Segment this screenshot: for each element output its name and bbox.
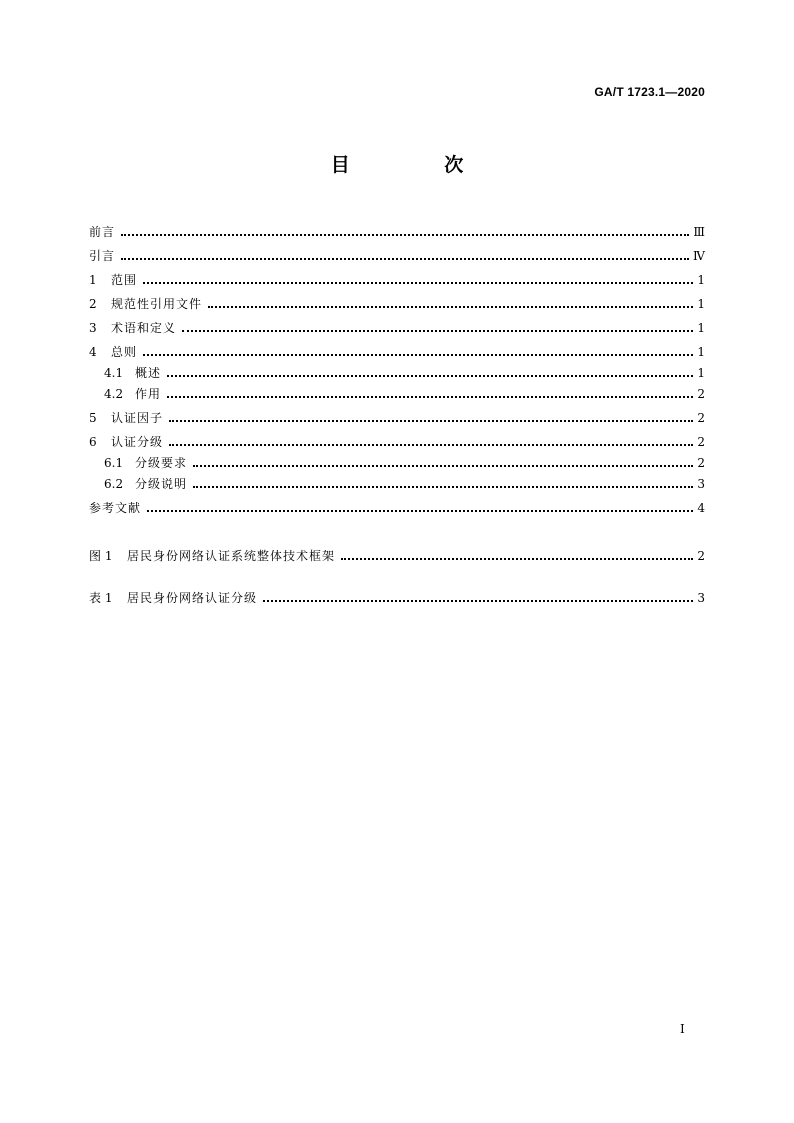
dot-leader <box>121 258 689 260</box>
toc-entry-number: 4.1 <box>104 366 124 380</box>
toc-entry-number: 4 <box>89 345 97 359</box>
toc-entry-number: 4.2 <box>104 387 124 401</box>
page-number: I <box>680 1022 685 1036</box>
toc-entry-6-1[interactable] <box>89 450 705 471</box>
toc-entry-label: 引言 <box>89 249 116 263</box>
toc-entry-6[interactable] <box>89 426 705 450</box>
toc-entry-label: 前言 <box>89 225 116 239</box>
figure-number: 图 1 <box>89 549 113 563</box>
toc-entry-4-1[interactable] <box>89 360 705 381</box>
toc-entry-number: 6.2 <box>104 477 124 491</box>
dot-leader <box>263 600 693 602</box>
toc-entry-label: 规范性引用文件 <box>111 297 203 311</box>
table-of-contents <box>89 216 705 606</box>
dot-leader <box>143 354 693 356</box>
toc-entry-preface[interactable] <box>89 216 705 240</box>
toc-entry-4-2[interactable] <box>89 381 705 402</box>
toc-entry-label: 概述 <box>135 366 162 380</box>
toc-entry-page: 2 <box>697 387 705 401</box>
toc-entry-introduction[interactable] <box>89 240 705 264</box>
dot-leader <box>121 234 689 236</box>
table-page: 3 <box>697 591 705 605</box>
toc-entry-4[interactable] <box>89 336 705 360</box>
toc-entry-1[interactable] <box>89 264 705 288</box>
toc-entry-bibliography[interactable] <box>89 492 705 516</box>
toc-entry-page: 2 <box>697 411 705 425</box>
toc-entry-3[interactable] <box>89 312 705 336</box>
toc-entry-page: 3 <box>697 477 705 491</box>
toc-entry-number: 3 <box>89 321 97 335</box>
toc-entry-page: 1 <box>697 321 705 335</box>
toc-entry-5[interactable] <box>89 402 705 426</box>
toc-entry-number: 6.1 <box>104 456 124 470</box>
figure-label: 居民身份网络认证系统整体技术框架 <box>127 549 336 563</box>
toc-entry-page: 1 <box>697 297 705 311</box>
toc-entry-label: 分级说明 <box>135 477 188 491</box>
dot-leader <box>167 375 693 377</box>
toc-entry-label: 认证分级 <box>111 435 164 449</box>
figure-page: 2 <box>697 549 705 563</box>
toc-entry-page: 1 <box>697 345 705 359</box>
dot-leader <box>341 558 693 560</box>
toc-entry-page: 2 <box>697 435 705 449</box>
table-label: 居民身份网络认证分级 <box>127 591 258 605</box>
page-title: 目 次 <box>330 154 508 176</box>
dot-leader <box>169 444 693 446</box>
toc-entry-label: 术语和定义 <box>111 321 177 335</box>
dot-leader <box>193 486 693 488</box>
toc-entry-page: 1 <box>697 366 705 380</box>
dot-leader <box>147 510 693 512</box>
document-code: GA/T 1723.1—2020 <box>594 85 705 99</box>
toc-entry-number: 1 <box>89 273 97 287</box>
toc-entry-label: 总则 <box>111 345 138 359</box>
toc-entry-label: 认证因子 <box>111 411 164 425</box>
toc-entry-label: 参考文献 <box>89 501 142 515</box>
toc-entry-figure-1[interactable] <box>89 540 705 564</box>
table-number: 表 1 <box>89 591 113 605</box>
toc-entry-page: Ⅳ <box>693 249 705 263</box>
toc-entry-label: 范围 <box>111 273 138 287</box>
dot-leader <box>143 282 693 284</box>
toc-entry-page: 2 <box>697 456 705 470</box>
toc-entry-number: 5 <box>89 411 97 425</box>
toc-entry-page: 4 <box>697 501 705 515</box>
dot-leader <box>208 306 693 308</box>
dot-leader <box>167 396 693 398</box>
dot-leader <box>182 330 693 332</box>
toc-entry-label: 分级要求 <box>135 456 188 470</box>
toc-entry-2[interactable] <box>89 288 705 312</box>
toc-entry-number: 2 <box>89 297 97 311</box>
toc-entry-page: 1 <box>697 273 705 287</box>
dot-leader <box>193 465 693 467</box>
toc-entry-6-2[interactable] <box>89 471 705 492</box>
toc-entry-number: 6 <box>89 435 97 449</box>
toc-entry-table-1[interactable] <box>89 582 705 606</box>
toc-entry-page: Ⅲ <box>693 225 705 239</box>
toc-entry-label: 作用 <box>135 387 162 401</box>
dot-leader <box>169 420 693 422</box>
